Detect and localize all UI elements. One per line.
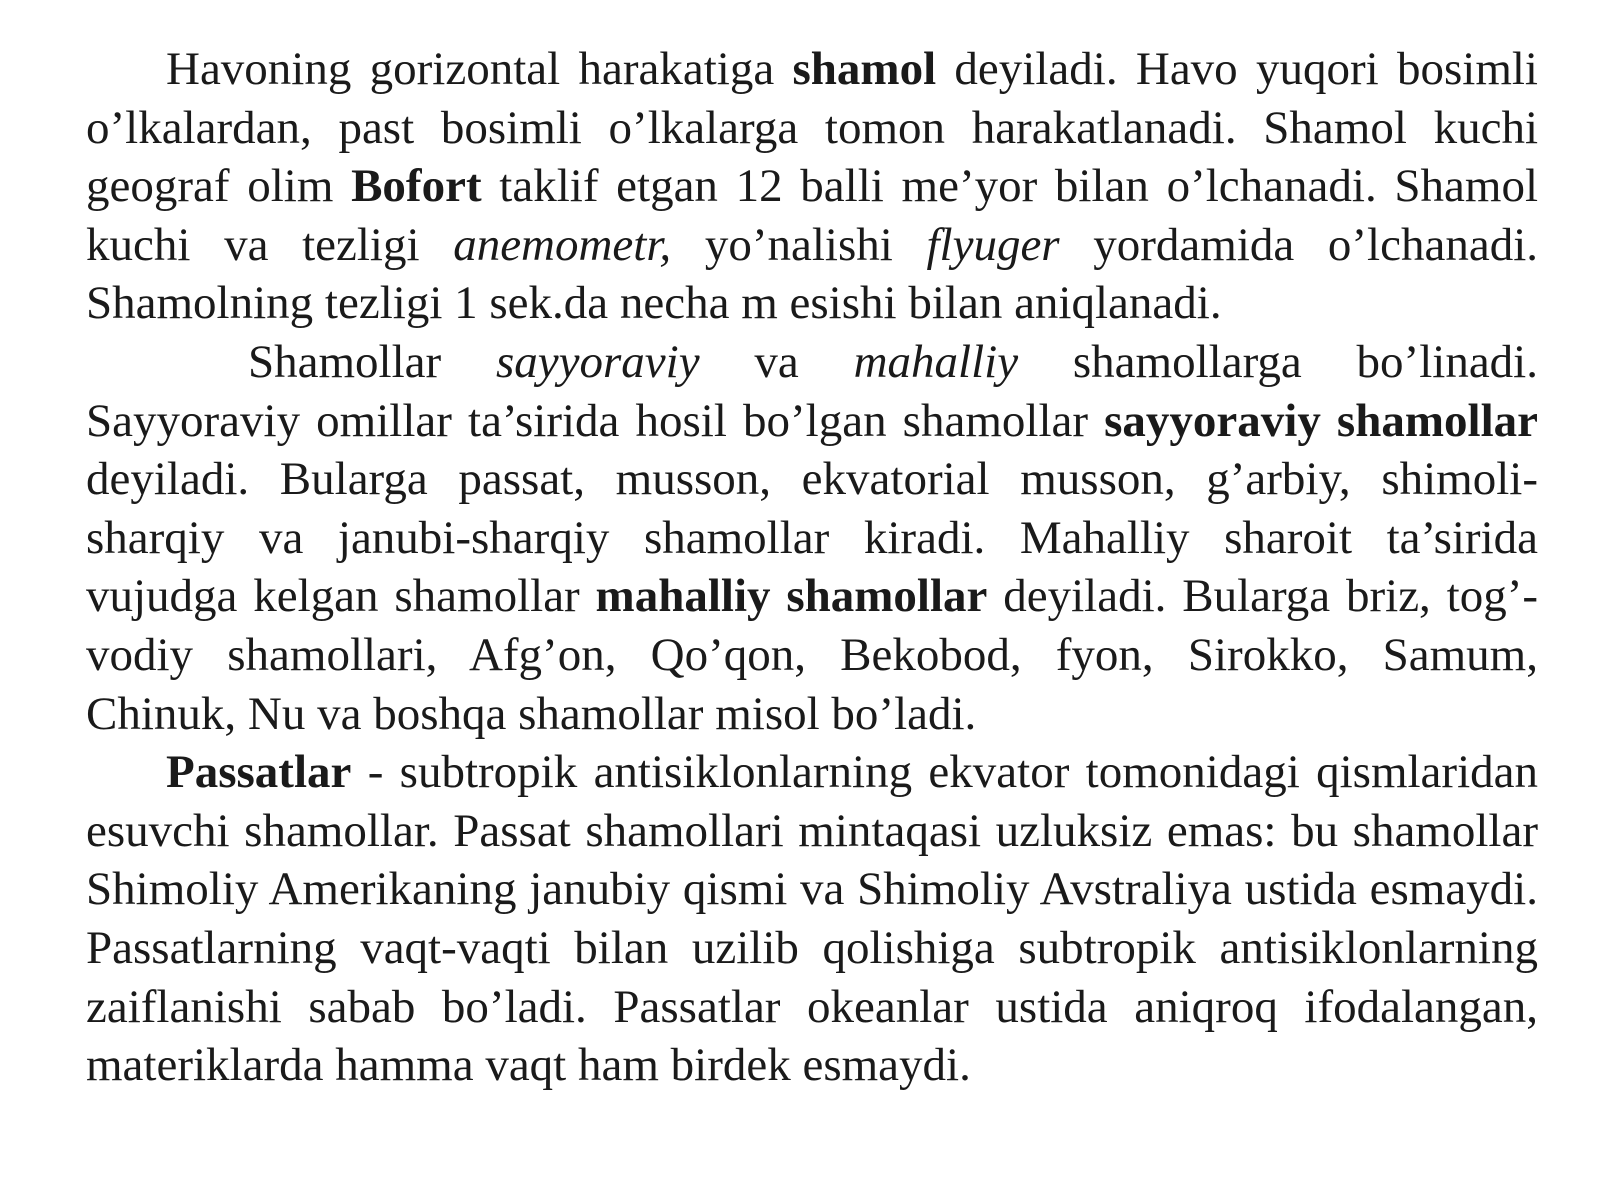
text-run: yo’nalishi <box>671 218 927 271</box>
text-run: deyiladi. Bularga briz, tog’-vodiy shamollari, Afg’on, Qo’qon, Bekobod, fyon, Sirokko, Samum, Chinuk, Nu va boshqa shamollar misol bo’ladi. <box>86 570 1538 740</box>
text-run: va <box>699 335 854 388</box>
term-sayyoraviy: sayyoraviy <box>496 335 700 388</box>
term-bofort: Bofort <box>351 160 482 213</box>
text-run: deyiladi. Bularga passat, musson, ekvatorial musson, g’arbiy, shimoli-sharqiy va janubi-sharqiy shamollar kiradi. Mahalliy sharoit ta’sirida vujudga kelgan shamollar <box>86 453 1538 623</box>
text-run: Havoning gorizontal harakatiga <box>166 43 793 95</box>
document-page <box>86 40 1538 1095</box>
text-run: yordamida o’lchanadi. Shamolning tezligi 1 sek.da necha m esishi bilan aniqlanadi. <box>86 218 1538 330</box>
term-sayyoraviy-shamollar: sayyoraviy shamollar <box>1104 394 1538 447</box>
paragraph-passat <box>86 743 1538 1095</box>
term-anemometr: anemometr, <box>453 218 672 271</box>
text-run: taklif etgan 12 balli me’yor bilan o’lchanadi. Shamol kuchi va tezligi <box>86 160 1538 271</box>
term-mahalliy: mahalliy <box>853 335 1019 388</box>
text-run: Shamollar <box>248 335 496 388</box>
term-shamol: shamol <box>792 43 937 95</box>
term-passatlar: Passatlar <box>166 746 352 799</box>
term-mahalliy-shamollar: mahalliy shamollar <box>595 570 988 623</box>
term-flyuger: flyuger <box>926 218 1060 271</box>
text-run: shamollarga bo’linadi. Sayyoraviy omillar ta’sirida hosil bo’lgan shamollar <box>86 335 1538 447</box>
paragraph-wind-types <box>86 333 1538 743</box>
text-run: deyiladi. Havo yuqori bosimli o’lkalardan, past bosimli o’lkalarga tomon harakatlanadi. Shamol kuchi geograf olim <box>86 43 1538 213</box>
text-run: - subtropik antisiklonlarning ekvator tomonidagi qismlaridan esuvchi shamollar. Passat shamollari mintaqasi uzluksiz emas: bu shamollar Shimoliy Amerikaning janubiy qismi va Shimoliy Avstraliya ustida esmaydi. Passatlarning vaqt-vaqti bilan uzilib qolishiga subtropik antisiklonlarning zaiflanishi sabab bo’ladi. Passatlar okeanlar ustida aniqroq ifodalangan, materiklarda hamma vaqt ham birdek esmaydi. <box>86 746 1538 1092</box>
paragraph-wind-definition <box>86 40 1538 333</box>
